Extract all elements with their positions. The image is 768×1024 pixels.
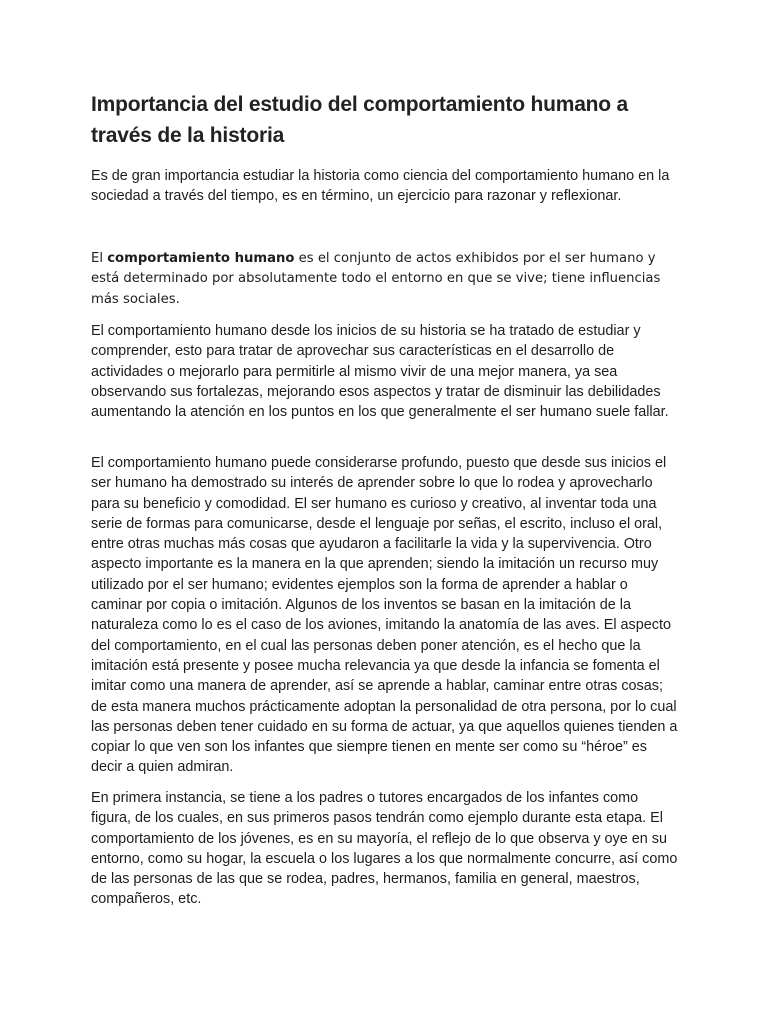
definition-prefix: El <box>91 251 108 266</box>
definition-suffix: es el conjunto de actos exhibidos por el ser humano y está determinado por absolutamente todo el entorno en que se vive; tiene influencias más sociales. <box>91 251 661 307</box>
paragraph-intro: Es de gran importancia estudiar la historia como ciencia del comportamiento humano en la sociedad a través del tiempo, es en término, un ejercicio para razonar y reflexionar. <box>91 168 670 205</box>
definition-bold-term: comportamiento humano <box>107 251 295 266</box>
paragraph-family: En primera instancia, se tiene a los padres o tutores encargados de los infantes como figura, de los cuales, en sus primeros pasos tendrán como ejemplo durante esta etapa. El comportamiento de los jóvenes, es en su mayoría, el reflejo de lo que observa y oye en su entorno, como su hogar, la escuela o los lugares a los que normalmente concurre, así como de las personas de las que se rodea, padres, hermanos, familia en general, maestros, compañeros, etc. <box>91 790 678 908</box>
page-title: Importancia del estudio del comportamiento humano a través de la historia <box>91 93 629 147</box>
paragraph-definition <box>91 249 681 310</box>
paragraph-history: El comportamiento humano desde los inicios de su historia se ha tratado de estudiar y comprender, esto para tratar de aprovechar sus características en el desarrollo de actividades o mejorarlo para permitirle al mismo vivir de una mejor manera, ya sea observando sus fortalezas, mejorando esos aspectos y tratar de disminuir las debilidades aumentando la atención en los puntos en los que generalmente el ser humano suele fallar. <box>91 323 669 421</box>
paragraph-imitation: El comportamiento humano puede considerarse profundo, puesto que desde sus inicios el ser humano ha demostrado su interés de aprender sobre lo que lo rodea y aprovecharlo para su beneficio y comodidad. El ser humano es curioso y creativo, al inventar toda una serie de formas para comunicarse, desde el lenguaje por señas, el escrito, incluso el oral, entre otras muchas más cosas que ayudaron a facilitarle la vida y la supervivencia. Otro aspecto importante es la manera en la que aprenden; siendo la imitación un recurso muy utilizado por el ser humano; evidentes ejemplos son la forma de aprender a hablar o caminar por copia o imitación. Algunos de los inventos se basan en la imitación de la naturaleza como lo es el caso de los aviones, imitando la anatomía de las aves. El aspecto del comportamiento, en el cual las personas deben poner atención, es el hecho que la imitación está presente y posee mucha relevancia ya que desde la infancia se fomenta el imitar como una manera de aprender, así se aprende a hablar, caminar entre otras cosas; de esta manera muchos prácticamente adoptan la personalidad de otra persona, por lo cual las personas deben tener cuidado en su forma de actuar, ya que aquellos quienes tienden a copiar lo que ven son los infantes que siempre tienen en mente ser como su “héroe” es decir a quien admiran. <box>91 455 678 776</box>
